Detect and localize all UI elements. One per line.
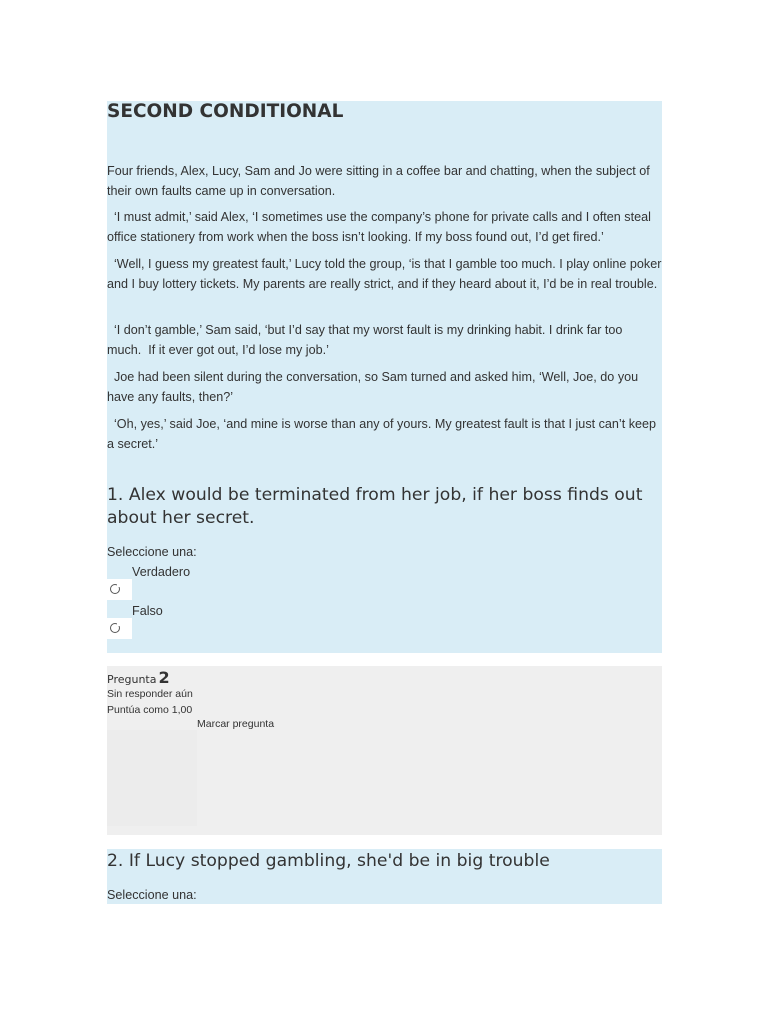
question-2-text: 2. If Lucy stopped gambling, she'd be in big trouble [107, 851, 550, 871]
select-one-prompt: Seleccione una: [107, 888, 197, 902]
story-paragraph: Joe had been silent during the conversation, so Sam turned and asked him, ‘Well, Joe, do you have any faults, then?’ [107, 370, 639, 404]
question-number [107, 668, 170, 687]
question-2-panel [107, 849, 662, 904]
question-number-value: 2 [158, 668, 170, 687]
story-paragraph: ‘I don’t gamble,’ Sam said, ‘but I’d say that my worst fault is my drinking habit. I drink far too much. If it ever got out, I’d lose my job.’ [107, 323, 623, 357]
question-1-panel [107, 101, 662, 653]
option-true-radio[interactable] [110, 584, 120, 594]
flag-area [107, 730, 197, 826]
option-false-container [107, 618, 132, 639]
question-2-info [107, 666, 662, 835]
select-one-prompt: Seleccione una: [107, 545, 197, 559]
story-paragraph: ‘Well, I guess my greatest fault,’ Lucy told the group, ‘is that I gamble too much. I play online poker and I buy lottery tickets. My parents are really strict, and if they heard about it, I’d be in real trouble. [107, 257, 662, 291]
option-true-container [107, 579, 132, 600]
question-score: Puntúa como 1,00 [107, 704, 193, 716]
section-title: SECOND CONDITIONAL [107, 101, 344, 122]
story-paragraph: Four friends, Alex, Lucy, Sam and Jo were sitting in a coffee bar and chatting, when the subject of their own faults came up in conversation. [107, 164, 650, 198]
question-label: Pregunta [107, 673, 157, 686]
question-1-text: 1. Alex would be terminated from her job, if her boss finds out about her secret. [107, 485, 643, 528]
story-paragraph: ‘I must admit,’ said Alex, ‘I sometimes use the company’s phone for private calls and I often steal office stationery from work when the boss isn’t looking. If my boss found out, I’d get fired.’ [107, 210, 651, 244]
story-paragraph: ‘Oh, yes,’ said Joe, ‘and mine is worse than any of yours. My greatest fault is that I just can’t keep a secret.’ [107, 417, 657, 451]
option-false-radio[interactable] [110, 623, 120, 633]
flag-question-link[interactable]: Marcar pregunta [197, 718, 275, 730]
option-true-label[interactable]: Verdadero [132, 565, 191, 579]
question-status: Sin responder aún [107, 688, 193, 700]
option-false-label[interactable]: Falso [132, 604, 163, 618]
